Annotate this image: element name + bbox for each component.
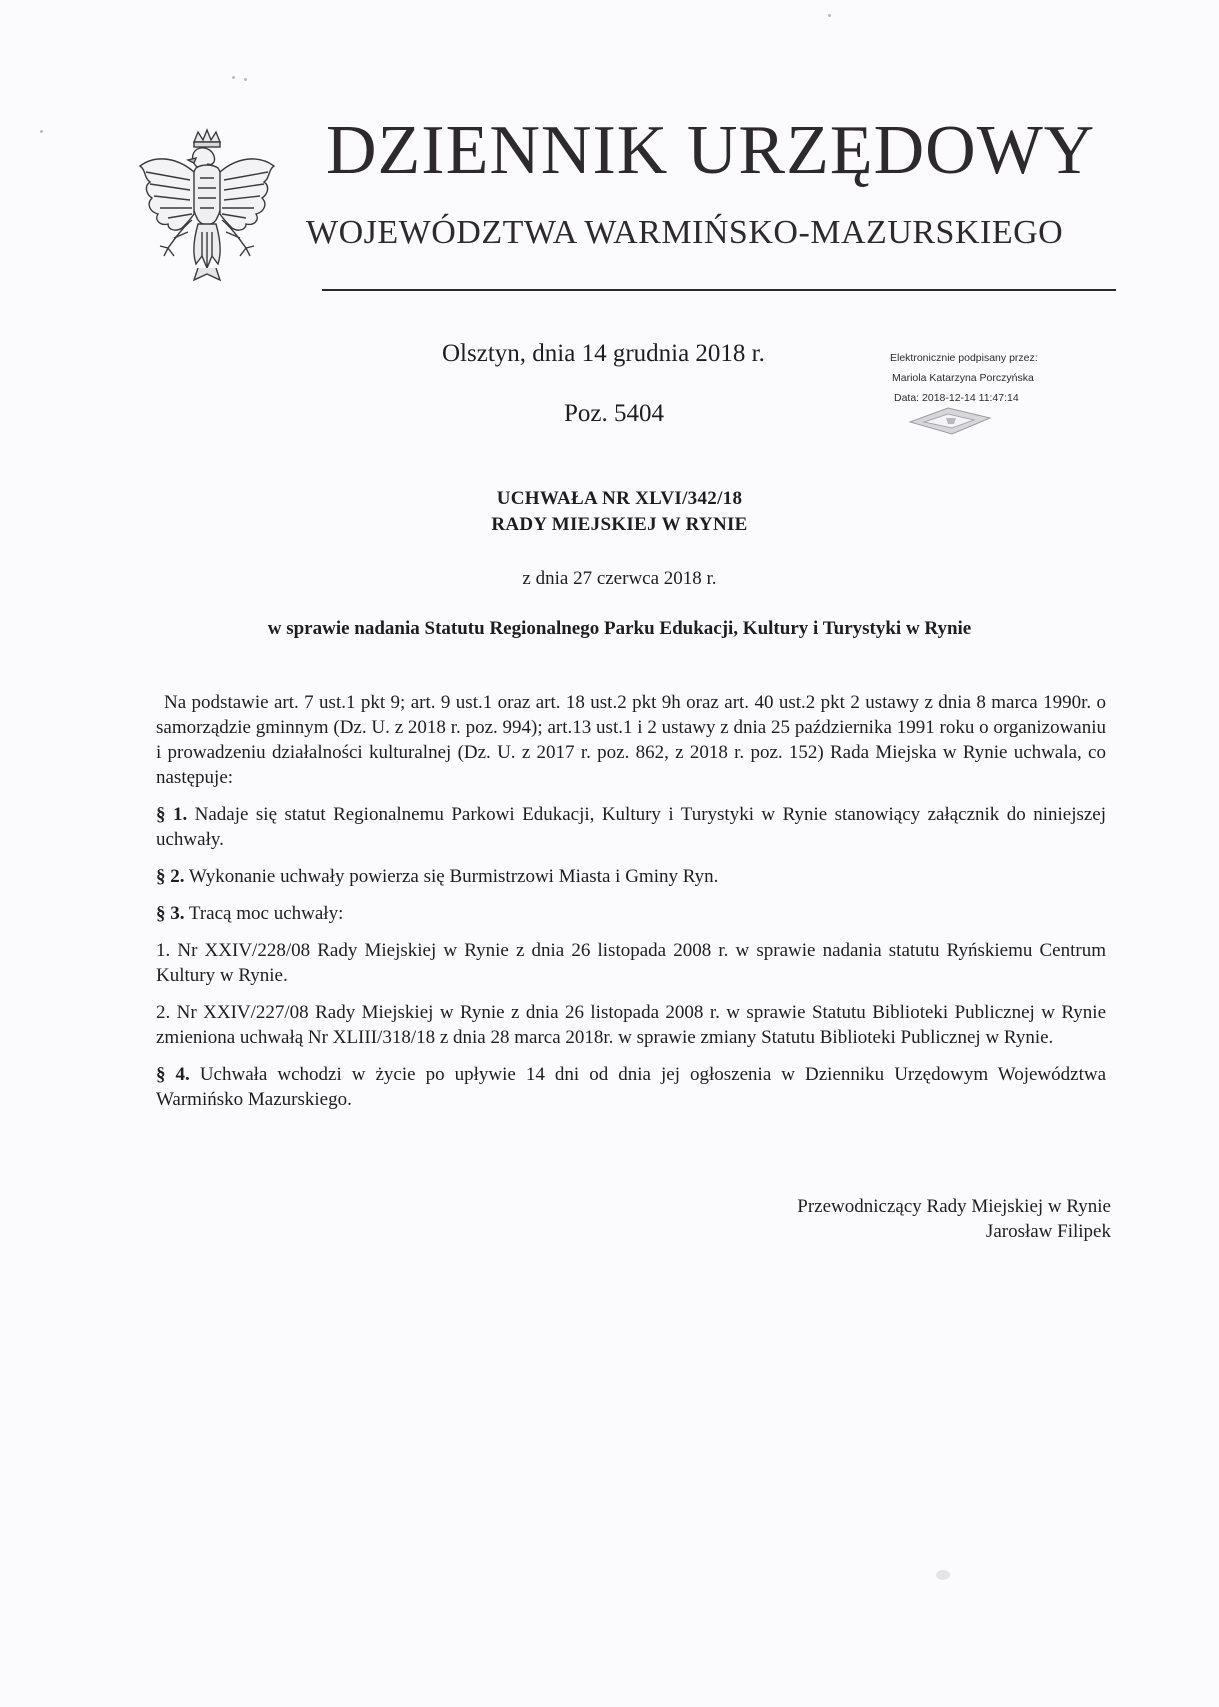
polish-eagle-emblem-icon (134, 128, 280, 292)
signatory-name: Jarosław Filipek (985, 1221, 1111, 1242)
gazette-title: DZIENNIK URZĘDOWY (326, 112, 1096, 189)
section-4-paragraph (156, 1062, 1106, 1112)
electronic-signature-stamp (890, 348, 1038, 408)
esign-line-2: Mariola Katarzyna Porczyńska (892, 372, 1034, 384)
esign-line-3: Data: 2018-12-14 11:47:14 (894, 392, 1019, 404)
section-3-paragraph (156, 901, 1106, 926)
preamble-text: Na podstawie art. 7 ust.1 pkt 9; art. 9 ust.1 oraz art. 18 ust.2 pkt 9h oraz art. 40 ust.2 pkt 2 ustawy z dnia 8 marca 1990r. o samorządzie gminnym (Dz. U. z 2018 r. poz. 994); art.13 ust.1 i 2 ustawy z dnia 25 października 1991 roku o organizowaniu i prowadzeniu działalności kulturalnej (Dz. U. z 2017 r. poz. 862, z 2018 r. poz. 152) Rada Miejska w Rynie uchwala, co następuje: (156, 692, 1106, 788)
section-2-mark: § 2. (156, 866, 185, 887)
section-1-paragraph (156, 802, 1106, 852)
section-3-item-2: 2. Nr XXIV/227/08 Rady Miejskiej w Rynie z dnia 26 listopada 2008 r. w sprawie Statutu Biblioteki Publicznej w Rynie zmieniona uchwałą Nr XLIII/318/18 z dnia 28 marca 2018r. w sprawie zmiany Statutu Biblioteki Publicznej w Rynie. (156, 1002, 1106, 1048)
resolution-subject: w sprawie nadania Statutu Regionalnego Parku Edukacji, Kultury i Turystyki w Rynie (267, 618, 972, 639)
signatory-role: Przewodniczący Rady Miejskiej w Rynie (797, 1196, 1111, 1217)
esign-line-1: Elektronicznie podpisany przez: (890, 352, 1038, 364)
preamble-paragraph (156, 690, 1106, 790)
resolution-date: z dnia 27 czerwca 2018 r. (522, 568, 717, 589)
scan-speck (232, 76, 235, 79)
section-3-mark: § 3. (156, 903, 185, 924)
section-1-mark: § 1. (156, 804, 188, 825)
section-3-item-1: 1. Nr XXIV/228/08 Rady Miejskiej w Rynie z dnia 26 listopada 2008 r. w sprawie nadania statutu Ryńskiemu Centrum Kultury w Rynie. (156, 940, 1106, 986)
section-4-mark: § 4. (156, 1064, 190, 1085)
resolution-body (156, 690, 1106, 1124)
section-3-text: Tracą moc uchwały: (188, 903, 344, 924)
signature-seal-icon (908, 404, 992, 436)
section-4-text: Uchwała wchodzi w życie po upływie 14 dni od dnia jej ogłoszenia w Dzienniku Urzędowym Województwa Warmińsko Mazurskiego. (156, 1064, 1107, 1110)
section-1-text: Nadaje się statut Regionalnemu Parkowi Edukacji, Kultury i Turystyki w Rynie stanowiący załącznik do niniejszej uchwały. (156, 804, 1107, 850)
gazette-subtitle: WOJEWÓDZTWA WARMIŃSKO-MAZURSKIEGO (306, 214, 1064, 251)
signature-block (797, 1194, 1111, 1244)
scan-speck (828, 14, 831, 17)
resolution-council: RADY MIEJSKIEJ W RYNIE (491, 514, 748, 535)
resolution-number: UCHWAŁA NR XLVI/342/18 (496, 488, 743, 509)
section-2-text: Wykonanie uchwały powierza się Burmistrzowi Miasta i Gminy Ryn. (188, 866, 719, 887)
section-2-paragraph (156, 864, 1106, 889)
scan-speck (936, 1570, 950, 1580)
publication-position: Poz. 5404 (564, 400, 664, 427)
scan-speck (244, 78, 247, 81)
publication-place-date: Olsztyn, dnia 14 grudnia 2018 r. (442, 340, 765, 367)
header-divider (322, 289, 1116, 291)
scan-speck (40, 130, 43, 133)
